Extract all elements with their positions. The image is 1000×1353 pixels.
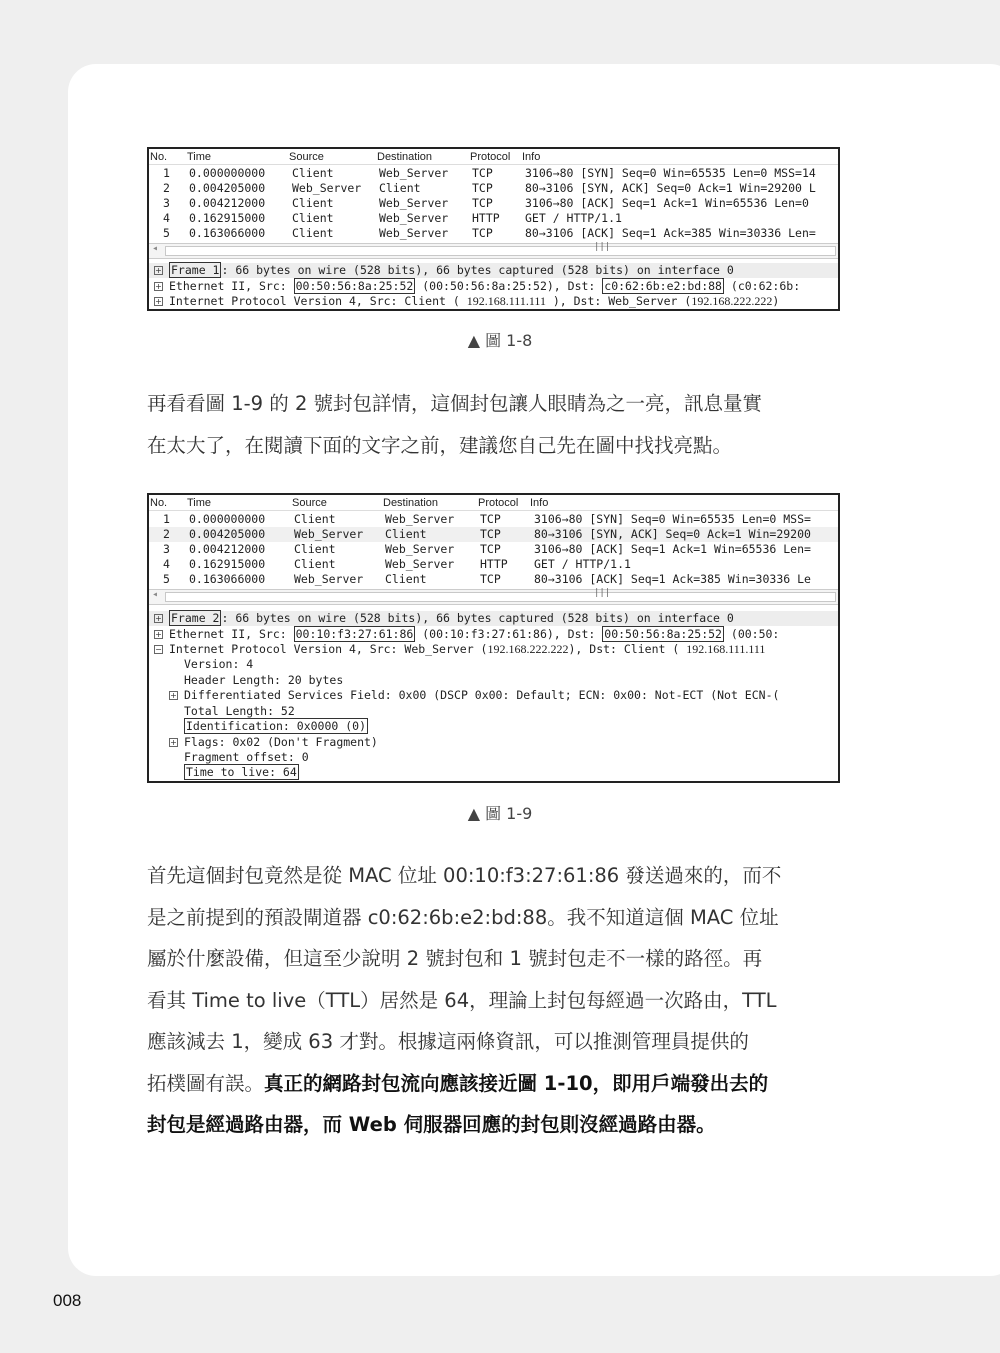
col-info[interactable]: Info	[530, 497, 549, 509]
paragraph-analysis: 首先這個封包竟然是從 MAC 位址 00:10:f3:27:61:86 發送過來的，而不 是之前提到的預設閘道器 c0:62:6b:e2:bd:88。我不知道這個 MAC 位址 屬於什麼設備，但這至少說明 2 號封包和 1 號封包走不一樣的路徑。再 看其 Time to live（TTL）居然是 64，理論上封包每經過一次路由，TTL 應該減去 1，變成 63 才對。根據這兩條資訊，可以推測管理員提供的 拓樸圖有誤。真正的網路封包流向應該接近圖 1-10，即用戶端發出去的 封包是經過路由器，而 Web 伺服器回應的封包則沒經過路由器。	[147, 864, 782, 1136]
packet-row[interactable]: 1 0.000000000 Client Web_Server TCP 3106→80 [SYN] Seq=0 Win=65535 Len=0 MSS=14	[163, 166, 816, 180]
ip-version[interactable]: Version: 4	[184, 657, 254, 671]
packet-row[interactable]: 5 0.163066000 Web_Server Client TCP 80→3106 [ACK] Seq=1 Ack=385 Win=30336 Le	[163, 572, 811, 586]
wireshark-figure-1-8	[147, 147, 840, 311]
scroll-left-icon[interactable]: ◂	[152, 243, 159, 254]
ip-dsf[interactable]: + Differentiated Services Field: 0x00 (DSCP 0x00: Default; ECN: 0x00: Not-ECT (Not ECN-(	[170, 688, 780, 702]
packet-row[interactable]: 4 0.162915000 Client Web_Server HTTP GET / HTTP/1.1	[163, 557, 631, 571]
expand-icon[interactable]: +	[155, 266, 162, 275]
packet-row-selected[interactable]: 2 0.004205000 Web_Server Client TCP 80→3106 [SYN, ACK] Seq=0 Ack=1 Win=29200	[149, 527, 838, 542]
ip-total-length[interactable]: Total Length: 52	[184, 704, 295, 718]
col-time[interactable]: Time	[187, 151, 212, 163]
packet-list-header	[149, 151, 838, 165]
col-destination[interactable]: Destination	[383, 497, 439, 509]
eth-dst-mac: c0:62:6b:e2:bd:88	[604, 279, 722, 293]
expand-icon[interactable]: +	[155, 630, 162, 639]
ip-ttl[interactable]: Time to live: 64	[186, 765, 297, 779]
col-info[interactable]: Info	[522, 151, 541, 163]
expand-icon[interactable]: +	[155, 297, 162, 306]
paragraph-intro: 再看看圖 1-9 的 2 號封包詳情，這個封包讓人眼睛為之一亮，訊息量實 在太大了，在閱讀下面的文字之前，建議您自己先在圖中找找亮點。	[147, 392, 763, 457]
packet-row[interactable]: 5 0.163066000 Client Web_Server TCP 80→3106 [ACK] Seq=1 Ack=385 Win=30336 Len=	[163, 226, 816, 240]
detail-frame[interactable]: + Frame 2 : 66 bytes on wire (528 bits), 66 bytes captured (528 bits) on interface 0	[149, 611, 838, 626]
scroll-grip-icon[interactable]: |||	[594, 242, 611, 252]
detail-frame[interactable]: + Frame 1 : 66 bytes on wire (528 bits), 66 bytes captured (528 bits) on interface 0	[149, 263, 838, 278]
col-destination[interactable]: Destination	[377, 151, 433, 163]
expand-icon[interactable]: +	[170, 738, 177, 747]
ip-header-length[interactable]: Header Length: 20 bytes	[184, 673, 344, 687]
scroll-left-icon[interactable]: ◂	[152, 589, 159, 600]
expand-icon[interactable]: +	[155, 282, 162, 291]
packet-row[interactable]: 3 0.004212000 Client Web_Server TCP 3106→80 [ACK] Seq=1 Ack=1 Win=65536 Len=0	[163, 196, 809, 210]
horizontal-scrollbar[interactable]	[149, 589, 838, 605]
eth-src-mac: 00:50:56:8a:25:52	[295, 279, 414, 293]
collapse-icon[interactable]: −	[155, 645, 162, 654]
scroll-grip-icon[interactable]: |||	[594, 588, 611, 598]
col-no[interactable]: No.	[150, 497, 168, 509]
scroll-track[interactable]	[165, 246, 836, 256]
ip-flags[interactable]: + Flags: 0x02 (Don't Fragment)	[170, 735, 378, 749]
frame-label: Frame 1	[171, 263, 220, 277]
ip-identification[interactable]: Identification: 0x0000 (0)	[186, 719, 367, 733]
col-source[interactable]: Source	[292, 497, 327, 509]
col-no[interactable]: No.	[150, 151, 168, 163]
packet-row[interactable]: 1 0.000000000 Client Web_Server TCP 3106→80 [SYN] Seq=0 Win=65535 Len=0 MSS=	[163, 512, 811, 526]
expand-icon[interactable]: +	[155, 614, 162, 623]
packet-row[interactable]: 3 0.004212000 Client Web_Server TCP 3106→80 [ACK] Seq=1 Ack=1 Win=65536 Len=	[163, 542, 811, 556]
detail-ipv4[interactable]: − Internet Protocol Version 4, Src: Web_Server (192.168.222.222), Dst: Client ( 192.168.111.111	[155, 642, 766, 656]
detail-ipv4[interactable]: + Internet Protocol Version 4, Src: Client ( 192.168.111.111 ), Dst: Web_Server (192.168.222.222)	[155, 294, 780, 308]
horizontal-scrollbar[interactable]	[149, 243, 838, 259]
ip-fragment-offset[interactable]: Fragment offset: 0	[184, 750, 309, 764]
scroll-track[interactable]	[165, 592, 836, 602]
figure-caption: ▲ 圖 1-9	[467, 804, 533, 823]
frame-label: Frame 2	[171, 611, 220, 625]
col-protocol[interactable]: Protocol	[478, 497, 519, 509]
col-source[interactable]: Source	[289, 151, 324, 163]
packet-row[interactable]: 2 0.004205000 Web_Server Client TCP 80→3106 [SYN, ACK] Seq=0 Ack=1 Win=29200 L	[163, 181, 816, 195]
figure-caption: ▲ 圖 1-8	[467, 331, 533, 350]
col-protocol[interactable]: Protocol	[470, 151, 511, 163]
expand-icon[interactable]: +	[170, 691, 177, 700]
detail-ethernet[interactable]: + Ethernet II, Src: 00:10:f3:27:61:86 (00:10:f3:27:61:86), Dst: 00:50:56:8a:25:52 (00:50:	[155, 627, 780, 641]
packet-list-header	[149, 497, 838, 511]
page-number: 008	[53, 1291, 82, 1310]
packet-row[interactable]: 4 0.162915000 Client Web_Server HTTP GET / HTTP/1.1	[163, 211, 622, 225]
col-time[interactable]: Time	[187, 497, 212, 509]
detail-ethernet[interactable]: + Ethernet II, Src: 00:50:56:8a:25:52 (00:50:56:8a:25:52), Dst: c0:62:6b:e2:bd:88 (c0:62:6b:	[155, 279, 801, 293]
wireshark-figure-1-9	[147, 493, 840, 783]
eth-src-mac: 00:10:f3:27:61:86	[295, 627, 414, 641]
eth-dst-mac: 00:50:56:8a:25:52	[604, 627, 722, 641]
